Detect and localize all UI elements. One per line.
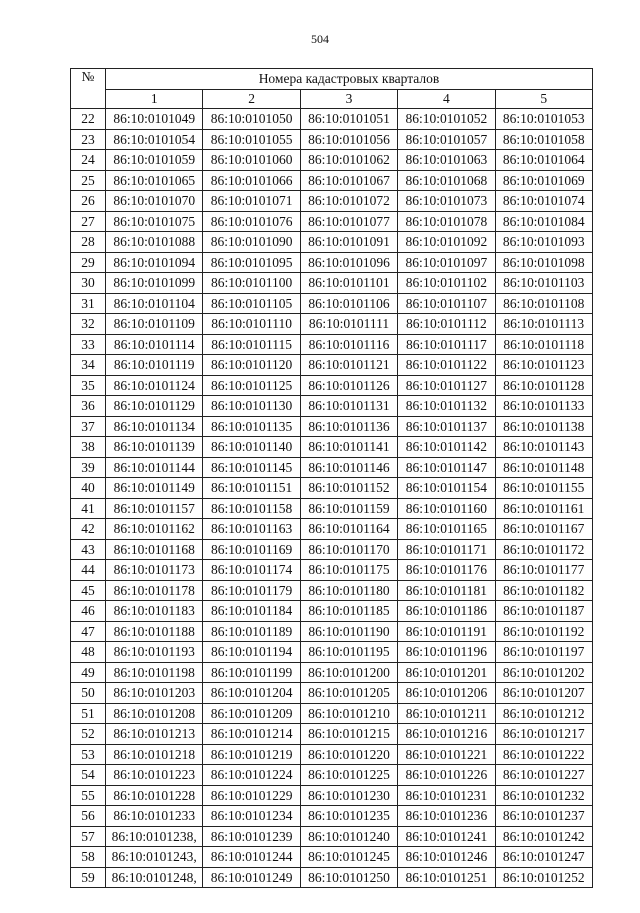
cadastral-number-cell: 86:10:0101174 (203, 560, 300, 581)
cadastral-number-cell: 86:10:0101217 (495, 724, 592, 745)
cadastral-number-cell: 86:10:0101175 (300, 560, 397, 581)
cadastral-number-cell: 86:10:0101099 (106, 273, 203, 294)
cadastral-number-cell: 86:10:0101107 (398, 293, 495, 314)
cadastral-number-cell: 86:10:0101181 (398, 580, 495, 601)
cadastral-number-cell: 86:10:0101212 (495, 703, 592, 724)
cadastral-number-cell: 86:10:0101171 (398, 539, 495, 560)
cadastral-number-cell: 86:10:0101132 (398, 396, 495, 417)
cadastral-number-cell: 86:10:0101245 (300, 847, 397, 868)
row-number-cell: 35 (71, 375, 106, 396)
cadastral-number-cell: 86:10:0101072 (300, 191, 397, 212)
cadastral-number-cell: 86:10:0101199 (203, 662, 300, 683)
cadastral-number-cell: 86:10:0101128 (495, 375, 592, 396)
cadastral-number-cell: 86:10:0101182 (495, 580, 592, 601)
column-header-5: 5 (495, 90, 592, 109)
table-header (71, 69, 593, 109)
cadastral-number-cell: 86:10:0101252 (495, 867, 592, 888)
table-row (71, 560, 593, 581)
cadastral-number-cell: 86:10:0101191 (398, 621, 495, 642)
cadastral-number-cell: 86:10:0101225 (300, 765, 397, 786)
cadastral-number-cell: 86:10:0101231 (398, 785, 495, 806)
cadastral-number-cell: 86:10:0101108 (495, 293, 592, 314)
cadastral-number-cell: 86:10:0101244 (203, 847, 300, 868)
cadastral-number-cell: 86:10:0101203 (106, 683, 203, 704)
cadastral-number-cell: 86:10:0101187 (495, 601, 592, 622)
cadastral-number-cell: 86:10:0101104 (106, 293, 203, 314)
cadastral-number-cell: 86:10:0101155 (495, 478, 592, 499)
cadastral-number-cell: 86:10:0101179 (203, 580, 300, 601)
cadastral-number-cell: 86:10:0101131 (300, 396, 397, 417)
table-row (71, 355, 593, 376)
column-header-2: 2 (203, 90, 300, 109)
cadastral-quarters-table (70, 68, 593, 888)
cadastral-number-cell: 86:10:0101167 (495, 519, 592, 540)
column-header-1: 1 (106, 90, 203, 109)
cadastral-number-cell: 86:10:0101208 (106, 703, 203, 724)
row-number-cell: 36 (71, 396, 106, 417)
cadastral-number-cell: 86:10:0101141 (300, 437, 397, 458)
cadastral-number-cell: 86:10:0101052 (398, 109, 495, 130)
cadastral-number-cell: 86:10:0101060 (203, 150, 300, 171)
cadastral-number-cell: 86:10:0101250 (300, 867, 397, 888)
cadastral-number-cell: 86:10:0101198 (106, 662, 203, 683)
cadastral-number-cell: 86:10:0101114 (106, 334, 203, 355)
row-number-cell: 33 (71, 334, 106, 355)
cadastral-number-cell: 86:10:0101177 (495, 560, 592, 581)
cadastral-number-cell: 86:10:0101218 (106, 744, 203, 765)
table-row (71, 519, 593, 540)
cadastral-number-cell: 86:10:0101121 (300, 355, 397, 376)
cadastral-number-cell: 86:10:0101176 (398, 560, 495, 581)
table-row (71, 478, 593, 499)
table-row (71, 293, 593, 314)
row-number-cell: 22 (71, 109, 106, 130)
cadastral-number-cell: 86:10:0101221 (398, 744, 495, 765)
cadastral-number-cell: 86:10:0101248, (106, 867, 203, 888)
cadastral-number-cell: 86:10:0101188 (106, 621, 203, 642)
cadastral-number-cell: 86:10:0101178 (106, 580, 203, 601)
cadastral-number-cell: 86:10:0101120 (203, 355, 300, 376)
cadastral-number-cell: 86:10:0101100 (203, 273, 300, 294)
cadastral-number-cell: 86:10:0101136 (300, 416, 397, 437)
row-number-cell: 44 (71, 560, 106, 581)
cadastral-number-cell: 86:10:0101073 (398, 191, 495, 212)
row-number-cell: 32 (71, 314, 106, 335)
cadastral-number-cell: 86:10:0101062 (300, 150, 397, 171)
cadastral-number-cell: 86:10:0101084 (495, 211, 592, 232)
cadastral-number-cell: 86:10:0101213 (106, 724, 203, 745)
cadastral-number-cell: 86:10:0101117 (398, 334, 495, 355)
cadastral-number-cell: 86:10:0101168 (106, 539, 203, 560)
cadastral-number-cell: 86:10:0101094 (106, 252, 203, 273)
table-row (71, 375, 593, 396)
cadastral-number-cell: 86:10:0101242 (495, 826, 592, 847)
cadastral-number-cell: 86:10:0101147 (398, 457, 495, 478)
cadastral-number-cell: 86:10:0101158 (203, 498, 300, 519)
row-number-cell: 47 (71, 621, 106, 642)
table-row (71, 170, 593, 191)
cadastral-number-cell: 86:10:0101172 (495, 539, 592, 560)
cadastral-number-cell: 86:10:0101206 (398, 683, 495, 704)
row-number-cell: 30 (71, 273, 106, 294)
cadastral-number-cell: 86:10:0101233 (106, 806, 203, 827)
cadastral-number-cell: 86:10:0101122 (398, 355, 495, 376)
cadastral-number-cell: 86:10:0101227 (495, 765, 592, 786)
cadastral-number-cell: 86:10:0101050 (203, 109, 300, 130)
cadastral-number-cell: 86:10:0101129 (106, 396, 203, 417)
cadastral-number-cell: 86:10:0101162 (106, 519, 203, 540)
cadastral-number-cell: 86:10:0101210 (300, 703, 397, 724)
table-row (71, 601, 593, 622)
cadastral-number-cell: 86:10:0101137 (398, 416, 495, 437)
table-row (71, 437, 593, 458)
row-number-cell: 50 (71, 683, 106, 704)
cadastral-number-cell: 86:10:0101148 (495, 457, 592, 478)
cadastral-number-cell: 86:10:0101228 (106, 785, 203, 806)
row-number-cell: 56 (71, 806, 106, 827)
cadastral-number-cell: 86:10:0101154 (398, 478, 495, 499)
cadastral-number-cell: 86:10:0101113 (495, 314, 592, 335)
cadastral-number-cell: 86:10:0101140 (203, 437, 300, 458)
cadastral-number-cell: 86:10:0101143 (495, 437, 592, 458)
cadastral-number-cell: 86:10:0101180 (300, 580, 397, 601)
group-header: Номера кадастровых кварталов (106, 69, 593, 90)
cadastral-number-cell: 86:10:0101068 (398, 170, 495, 191)
row-number-cell: 40 (71, 478, 106, 499)
cadastral-number-cell: 86:10:0101066 (203, 170, 300, 191)
cadastral-number-cell: 86:10:0101095 (203, 252, 300, 273)
cadastral-number-cell: 86:10:0101075 (106, 211, 203, 232)
table-row (71, 806, 593, 827)
cadastral-number-cell: 86:10:0101236 (398, 806, 495, 827)
row-number-cell: 29 (71, 252, 106, 273)
cadastral-number-cell: 86:10:0101246 (398, 847, 495, 868)
row-number-cell: 37 (71, 416, 106, 437)
cadastral-number-cell: 86:10:0101051 (300, 109, 397, 130)
table-row (71, 867, 593, 888)
cadastral-number-cell: 86:10:0101135 (203, 416, 300, 437)
cadastral-number-cell: 86:10:0101173 (106, 560, 203, 581)
row-number-cell: 28 (71, 232, 106, 253)
cadastral-number-cell: 86:10:0101125 (203, 375, 300, 396)
row-number-cell: 38 (71, 437, 106, 458)
row-number-cell: 25 (71, 170, 106, 191)
cadastral-number-cell: 86:10:0101197 (495, 642, 592, 663)
table-row (71, 232, 593, 253)
table-row (71, 539, 593, 560)
cadastral-number-cell: 86:10:0101127 (398, 375, 495, 396)
table-row (71, 191, 593, 212)
cadastral-number-cell: 86:10:0101207 (495, 683, 592, 704)
cadastral-number-cell: 86:10:0101106 (300, 293, 397, 314)
cadastral-number-cell: 86:10:0101076 (203, 211, 300, 232)
cadastral-number-cell: 86:10:0101064 (495, 150, 592, 171)
table-row (71, 642, 593, 663)
cadastral-number-cell: 86:10:0101195 (300, 642, 397, 663)
cadastral-number-cell: 86:10:0101186 (398, 601, 495, 622)
cadastral-number-cell: 86:10:0101249 (203, 867, 300, 888)
cadastral-number-cell: 86:10:0101170 (300, 539, 397, 560)
cadastral-number-cell: 86:10:0101098 (495, 252, 592, 273)
cadastral-number-cell: 86:10:0101110 (203, 314, 300, 335)
cadastral-number-cell: 86:10:0101220 (300, 744, 397, 765)
cadastral-number-cell: 86:10:0101157 (106, 498, 203, 519)
cadastral-number-cell: 86:10:0101241 (398, 826, 495, 847)
row-number-cell: 31 (71, 293, 106, 314)
row-number-cell: 45 (71, 580, 106, 601)
table-row (71, 662, 593, 683)
cadastral-number-cell: 86:10:0101209 (203, 703, 300, 724)
table-row (71, 457, 593, 478)
cadastral-number-cell: 86:10:0101239 (203, 826, 300, 847)
cadastral-number-cell: 86:10:0101057 (398, 129, 495, 150)
column-header-3: 3 (300, 90, 397, 109)
cadastral-number-cell: 86:10:0101194 (203, 642, 300, 663)
cadastral-number-cell: 86:10:0101192 (495, 621, 592, 642)
cadastral-number-cell: 86:10:0101189 (203, 621, 300, 642)
cadastral-number-cell: 86:10:0101069 (495, 170, 592, 191)
cadastral-number-cell: 86:10:0101103 (495, 273, 592, 294)
cadastral-number-cell: 86:10:0101055 (203, 129, 300, 150)
cadastral-number-cell: 86:10:0101183 (106, 601, 203, 622)
cadastral-number-cell: 86:10:0101111 (300, 314, 397, 335)
cadastral-number-cell: 86:10:0101229 (203, 785, 300, 806)
cadastral-number-cell: 86:10:0101092 (398, 232, 495, 253)
table-row (71, 150, 593, 171)
table-row (71, 273, 593, 294)
cadastral-number-cell: 86:10:0101091 (300, 232, 397, 253)
table-row (71, 498, 593, 519)
table-row (71, 785, 593, 806)
cadastral-number-cell: 86:10:0101053 (495, 109, 592, 130)
cadastral-number-cell: 86:10:0101196 (398, 642, 495, 663)
page-number: 504 (311, 32, 329, 46)
cadastral-number-cell: 86:10:0101056 (300, 129, 397, 150)
table-row (71, 683, 593, 704)
cadastral-number-cell: 86:10:0101063 (398, 150, 495, 171)
row-number-cell: 41 (71, 498, 106, 519)
cadastral-number-cell: 86:10:0101190 (300, 621, 397, 642)
column-header-4: 4 (398, 90, 495, 109)
cadastral-number-cell: 86:10:0101077 (300, 211, 397, 232)
cadastral-number-cell: 86:10:0101145 (203, 457, 300, 478)
cadastral-number-cell: 86:10:0101185 (300, 601, 397, 622)
cadastral-number-cell: 86:10:0101169 (203, 539, 300, 560)
cadastral-number-cell: 86:10:0101134 (106, 416, 203, 437)
cadastral-number-cell: 86:10:0101109 (106, 314, 203, 335)
row-number-cell: 54 (71, 765, 106, 786)
cadastral-number-cell: 86:10:0101126 (300, 375, 397, 396)
cadastral-number-cell: 86:10:0101222 (495, 744, 592, 765)
cadastral-number-cell: 86:10:0101065 (106, 170, 203, 191)
cadastral-number-cell: 86:10:0101235 (300, 806, 397, 827)
cadastral-number-cell: 86:10:0101247 (495, 847, 592, 868)
table-row (71, 252, 593, 273)
cadastral-number-cell: 86:10:0101251 (398, 867, 495, 888)
table-row (71, 211, 593, 232)
cadastral-number-cell: 86:10:0101200 (300, 662, 397, 683)
cadastral-number-cell: 86:10:0101101 (300, 273, 397, 294)
row-number-cell: 27 (71, 211, 106, 232)
row-number-cell: 57 (71, 826, 106, 847)
cadastral-number-cell: 86:10:0101093 (495, 232, 592, 253)
cadastral-number-cell: 86:10:0101163 (203, 519, 300, 540)
row-number-cell: 26 (71, 191, 106, 212)
table-row (71, 109, 593, 130)
row-number-cell: 39 (71, 457, 106, 478)
row-number-cell: 43 (71, 539, 106, 560)
cadastral-number-cell: 86:10:0101097 (398, 252, 495, 273)
table-row (71, 334, 593, 355)
table-row (71, 826, 593, 847)
row-number-cell: 49 (71, 662, 106, 683)
cadastral-number-cell: 86:10:0101165 (398, 519, 495, 540)
row-number-cell: 52 (71, 724, 106, 745)
table-row (71, 396, 593, 417)
cadastral-number-cell: 86:10:0101184 (203, 601, 300, 622)
row-number-cell: 53 (71, 744, 106, 765)
cadastral-number-cell: 86:10:0101070 (106, 191, 203, 212)
cadastral-number-cell: 86:10:0101164 (300, 519, 397, 540)
table-row (71, 765, 593, 786)
cadastral-number-cell: 86:10:0101088 (106, 232, 203, 253)
row-number-cell: 58 (71, 847, 106, 868)
table-row (71, 129, 593, 150)
table-body (71, 109, 593, 888)
cadastral-number-cell: 86:10:0101096 (300, 252, 397, 273)
cadastral-number-cell: 86:10:0101234 (203, 806, 300, 827)
cadastral-number-cell: 86:10:0101160 (398, 498, 495, 519)
cadastral-number-cell: 86:10:0101226 (398, 765, 495, 786)
cadastral-number-cell: 86:10:0101078 (398, 211, 495, 232)
table-row (71, 416, 593, 437)
cadastral-number-cell: 86:10:0101138 (495, 416, 592, 437)
cadastral-number-cell: 86:10:0101133 (495, 396, 592, 417)
row-number-cell: 34 (71, 355, 106, 376)
cadastral-number-cell: 86:10:0101205 (300, 683, 397, 704)
row-number-cell: 23 (71, 129, 106, 150)
cadastral-number-cell: 86:10:0101149 (106, 478, 203, 499)
cadastral-number-cell: 86:10:0101214 (203, 724, 300, 745)
cadastral-number-cell: 86:10:0101090 (203, 232, 300, 253)
cadastral-number-cell: 86:10:0101232 (495, 785, 592, 806)
cadastral-number-cell: 86:10:0101105 (203, 293, 300, 314)
table-row (71, 580, 593, 601)
cadastral-number-cell: 86:10:0101237 (495, 806, 592, 827)
cadastral-number-cell: 86:10:0101152 (300, 478, 397, 499)
cadastral-number-cell: 86:10:0101240 (300, 826, 397, 847)
row-number-header: № (71, 69, 106, 109)
row-number-cell: 55 (71, 785, 106, 806)
cadastral-number-cell: 86:10:0101223 (106, 765, 203, 786)
cadastral-number-cell: 86:10:0101238, (106, 826, 203, 847)
cadastral-number-cell: 86:10:0101112 (398, 314, 495, 335)
cadastral-number-cell: 86:10:0101161 (495, 498, 592, 519)
cadastral-number-cell: 86:10:0101224 (203, 765, 300, 786)
row-number-cell: 59 (71, 867, 106, 888)
cadastral-number-cell: 86:10:0101067 (300, 170, 397, 191)
cadastral-number-cell: 86:10:0101151 (203, 478, 300, 499)
cadastral-number-cell: 86:10:0101118 (495, 334, 592, 355)
table-row (71, 744, 593, 765)
row-number-cell: 24 (71, 150, 106, 171)
row-number-cell: 46 (71, 601, 106, 622)
table-row (71, 724, 593, 745)
cadastral-number-cell: 86:10:0101159 (300, 498, 397, 519)
cadastral-number-cell: 86:10:0101146 (300, 457, 397, 478)
cadastral-number-cell: 86:10:0101049 (106, 109, 203, 130)
cadastral-number-cell: 86:10:0101119 (106, 355, 203, 376)
cadastral-number-cell: 86:10:0101144 (106, 457, 203, 478)
table-row (71, 621, 593, 642)
row-number-cell: 51 (71, 703, 106, 724)
row-number-cell: 48 (71, 642, 106, 663)
row-number-cell: 42 (71, 519, 106, 540)
cadastral-number-cell: 86:10:0101130 (203, 396, 300, 417)
table-row (71, 703, 593, 724)
cadastral-number-cell: 86:10:0101124 (106, 375, 203, 396)
cadastral-number-cell: 86:10:0101059 (106, 150, 203, 171)
cadastral-number-cell: 86:10:0101058 (495, 129, 592, 150)
cadastral-number-cell: 86:10:0101204 (203, 683, 300, 704)
cadastral-number-cell: 86:10:0101102 (398, 273, 495, 294)
cadastral-number-cell: 86:10:0101216 (398, 724, 495, 745)
cadastral-number-cell: 86:10:0101219 (203, 744, 300, 765)
cadastral-number-cell: 86:10:0101201 (398, 662, 495, 683)
cadastral-number-cell: 86:10:0101211 (398, 703, 495, 724)
cadastral-number-cell: 86:10:0101215 (300, 724, 397, 745)
table-row (71, 314, 593, 335)
cadastral-number-cell: 86:10:0101193 (106, 642, 203, 663)
cadastral-number-cell: 86:10:0101142 (398, 437, 495, 458)
cadastral-number-cell: 86:10:0101230 (300, 785, 397, 806)
table-row (71, 847, 593, 868)
cadastral-number-cell: 86:10:0101115 (203, 334, 300, 355)
cadastral-number-cell: 86:10:0101116 (300, 334, 397, 355)
cadastral-number-cell: 86:10:0101054 (106, 129, 203, 150)
cadastral-number-cell: 86:10:0101074 (495, 191, 592, 212)
cadastral-number-cell: 86:10:0101123 (495, 355, 592, 376)
cadastral-number-cell: 86:10:0101202 (495, 662, 592, 683)
cadastral-number-cell: 86:10:0101071 (203, 191, 300, 212)
cadastral-number-cell: 86:10:0101139 (106, 437, 203, 458)
cadastral-number-cell: 86:10:0101243, (106, 847, 203, 868)
